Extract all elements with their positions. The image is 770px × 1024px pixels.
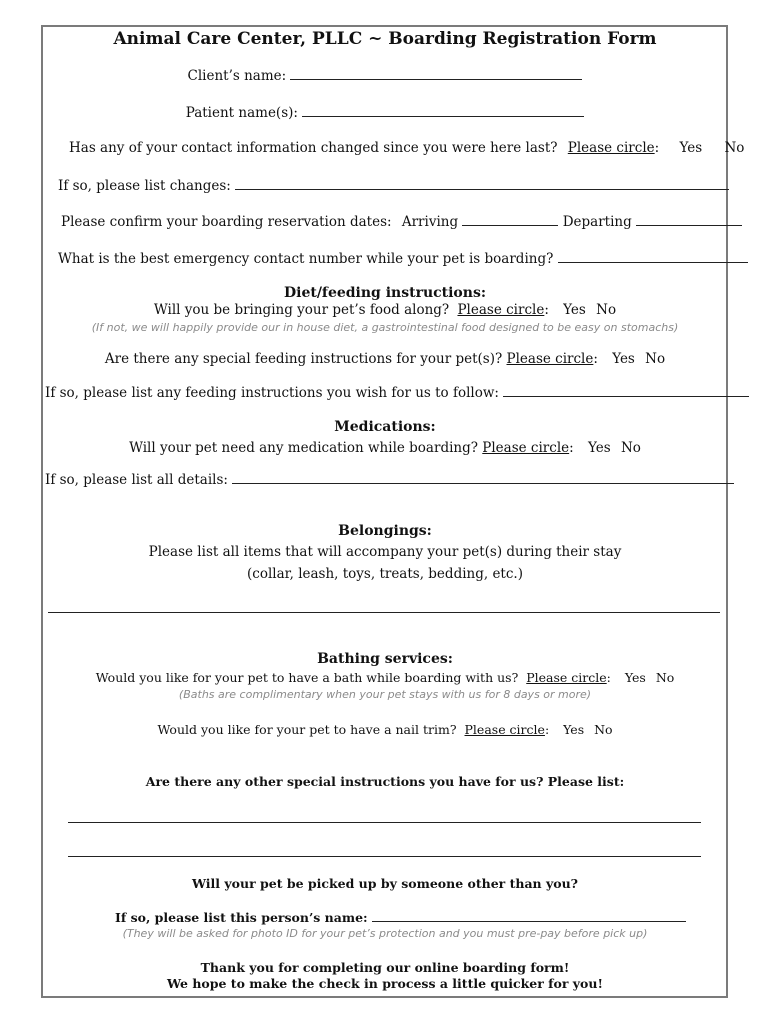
belongings-field[interactable] (48, 612, 720, 613)
nail-no-option[interactable]: No (594, 722, 613, 737)
arriving-field[interactable] (462, 213, 558, 226)
please-circle-label: Please circle (457, 302, 545, 318)
food-question: Will you be bringing your pet’s food along? (153, 302, 450, 318)
belongings-line1: Please list all items that will accompany your pet(s) during their stay (148, 544, 622, 560)
changes-label: If so, please list changes: (58, 178, 231, 194)
food-yes-option[interactable]: Yes (563, 302, 586, 318)
pickup-person-row (115, 909, 686, 926)
contact-changed-row: Has any of your contact information changed since you were here last? Please circle: Yes No (69, 140, 745, 156)
bath-yes-option[interactable]: Yes (624, 670, 646, 685)
client-name-row (0, 67, 770, 84)
changes-field[interactable] (235, 177, 729, 190)
feeding-list-row (45, 384, 749, 401)
medication-details-field[interactable] (232, 471, 734, 484)
dates-row (61, 213, 742, 230)
special-instructions-question: Are there any other special instructions you have for us? Please list: (145, 774, 625, 789)
contact-changed-question: Has any of your contact information changed since you were here last? (69, 140, 558, 156)
medication-yes-option[interactable]: Yes (587, 440, 611, 456)
medications-heading: Medications: (334, 419, 436, 435)
pickup-person-label: If so, please list this person’s name: (115, 910, 368, 925)
nail-question: Would you like for your pet to have a nail trim? (157, 722, 457, 737)
departing-label: Departing (562, 214, 632, 230)
medication-no-option[interactable]: No (620, 440, 641, 456)
thanks-line-1: Thank you for completing our online boarding form! (200, 960, 570, 975)
food-row: Will you be bringing your pet’s food along? Please circle: Yes No (153, 302, 617, 318)
patient-name-row (0, 104, 770, 121)
special-yes-option[interactable]: Yes (612, 351, 635, 367)
changes-row (58, 177, 729, 194)
please-circle-label: Please circle (526, 670, 607, 685)
emergency-field[interactable] (558, 250, 748, 263)
medication-details-row (45, 471, 734, 488)
contact-no-option[interactable]: No (724, 140, 745, 156)
feeding-list-label: If so, please list any feeding instructions you wish for us to follow: (45, 385, 499, 401)
client-name-label: Client’s name: (187, 68, 287, 84)
please-circle-label: Please circle (567, 140, 655, 156)
client-name-field[interactable] (290, 67, 582, 80)
please-circle-label: Please circle (506, 351, 594, 367)
medication-row: Will your pet need any medication while boarding? Please circle: Yes No (129, 440, 641, 456)
emergency-row (58, 250, 748, 267)
form-border (41, 25, 728, 998)
special-feeding-row: Are there any special feeding instructions for your pet(s)? Please circle: Yes No (104, 351, 666, 367)
food-note: (If not, we will happily provide our in house diet, a gastrointestinal food designed to be easy on stomachs) (91, 321, 679, 334)
food-no-option[interactable]: No (596, 302, 617, 318)
departing-field[interactable] (636, 213, 742, 226)
pickup-person-field[interactable] (372, 909, 686, 922)
diet-heading: Diet/feeding instructions: (283, 285, 486, 301)
bath-row: Would you like for your pet to have a bath while boarding with us? Please circle: Yes No (95, 670, 675, 685)
feeding-list-field[interactable] (503, 384, 749, 397)
form-title: Animal Care Center, PLLC ~ Boarding Registration Form (113, 29, 657, 49)
emergency-label: What is the best emergency contact number while your pet is boarding? (58, 251, 554, 267)
dates-label: Please confirm your boarding reservation dates: (61, 214, 392, 230)
special-feeding-question: Are there any special feeding instructions for your pet(s)? (104, 351, 503, 367)
belongings-heading: Belongings: (338, 523, 432, 539)
pickup-note: (They will be asked for photo ID for your pet’s protection and you must pre-pay before pick up) (122, 927, 648, 940)
patient-name-label: Patient name(s): (185, 105, 298, 121)
pickup-question: Will your pet be picked up by someone other than you? (191, 876, 579, 891)
special-no-option[interactable]: No (645, 351, 666, 367)
thanks-line-2: We hope to make the check in process a little quicker for you! (167, 976, 603, 991)
please-circle-label: Please circle (482, 440, 570, 456)
bath-question: Would you like for your pet to have a bath while boarding with us? (95, 670, 519, 685)
please-circle-label: Please circle (464, 722, 545, 737)
medication-question: Will your pet need any medication while boarding? (129, 440, 478, 456)
special-instructions-line-2[interactable] (68, 856, 701, 857)
medication-details-label: If so, please list all details: (45, 472, 228, 488)
bath-no-option[interactable]: No (655, 670, 675, 685)
arriving-label: Arriving (401, 214, 459, 230)
patient-name-field[interactable] (302, 104, 584, 117)
bath-note: (Baths are complimentary when your pet stays with us for 8 days or more) (178, 688, 592, 701)
contact-yes-option[interactable]: Yes (679, 140, 703, 156)
nail-row: Would you like for your pet to have a nail trim? Please circle: Yes No (157, 722, 613, 737)
bathing-heading: Bathing services: (317, 651, 453, 667)
belongings-line2: (collar, leash, toys, treats, bedding, etc.) (247, 566, 523, 582)
special-instructions-line-1[interactable] (68, 822, 701, 823)
nail-yes-option[interactable]: Yes (563, 722, 585, 737)
